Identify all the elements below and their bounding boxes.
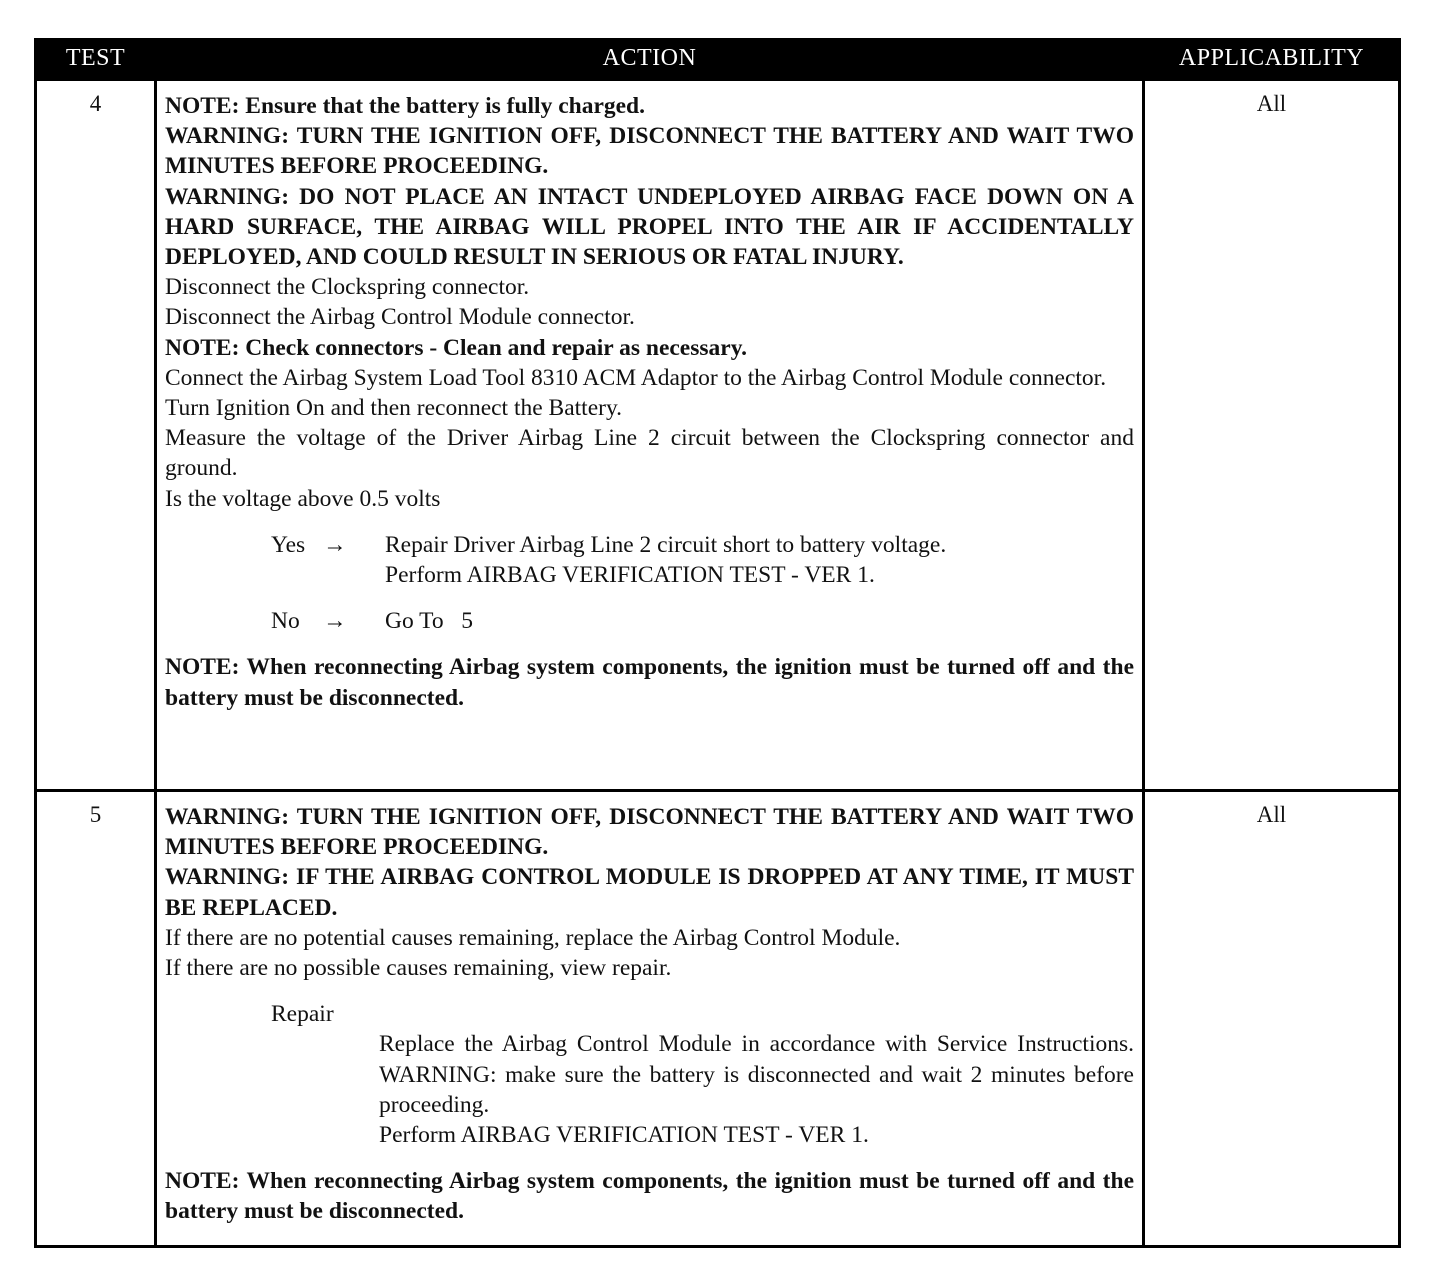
action-content (157, 792, 1142, 1233)
applicability-value: All (1256, 91, 1287, 116)
step-ignition-on: Turn Ignition On and then reconnect the Battery. (165, 395, 623, 422)
header-applicability: APPLICABILITY (1144, 38, 1400, 80)
repair-perform: Perform AIRBAG VERIFICATION TEST - VER 1. (379, 1122, 869, 1149)
response-yes-repair: Repair Driver Airbag Line 2 circuit short to battery voltage. (385, 531, 947, 558)
question-voltage: Is the voltage above 0.5 volts (165, 485, 441, 512)
applicability-cell (1144, 80, 1400, 791)
test-number-cell (36, 80, 156, 791)
test-number: 5 (89, 802, 102, 827)
repair-text: Replace the Airbag Control Module in accordance with Service Instructions. WARNING: make sure the battery is disconnected and wait 2 minutes before proceeding. (379, 1031, 1134, 1118)
spacer (165, 636, 1134, 652)
table-row (36, 791, 1400, 1247)
repair-label: Repair (271, 1001, 334, 1028)
response-yes-perform: Perform AIRBAG VERIFICATION TEST - VER 1. (385, 562, 875, 589)
response-yes-text (385, 530, 1134, 590)
note-reconnecting: NOTE: When reconnecting Airbag system components, the ignition must be turned off and the battery must be disconnected. (165, 1168, 1134, 1225)
header-test: TEST (36, 38, 156, 80)
response-no (271, 606, 1134, 636)
diagnostic-table-container (34, 38, 1398, 1248)
step-connect-load-tool: Connect the Airbag System Load Tool 8310 ACM Adaptor to the Airbag Control Module connector. (165, 364, 1107, 391)
step-measure-voltage: Measure the voltage of the Driver Airbag Line 2 circuit between the Clockspring connector and ground. (165, 425, 1134, 482)
test-number: 4 (89, 91, 102, 116)
diagnostic-test-table (34, 38, 1401, 1248)
test-number-cell (36, 791, 156, 1247)
warning-ignition-off: WARNING: TURN THE IGNITION OFF, DISCONNECT THE BATTERY AND WAIT TWO MINUTES BEFORE PROCEEDING. (165, 804, 1134, 861)
response-no-text: Go To 5 (385, 608, 474, 635)
action-content (157, 81, 1142, 719)
table-row (36, 80, 1400, 791)
response-yes-label: Yes (271, 531, 306, 558)
warning-acm-dropped: WARNING: IF THE AIRBAG CONTROL MODULE IS DROPPED AT ANY TIME, IT MUST BE REPLACED. (165, 864, 1134, 921)
step-no-possible-causes: If there are no possible causes remaining, view repair. (165, 955, 672, 982)
step-no-potential-causes: If there are no potential causes remaining, replace the Airbag Control Module. (165, 924, 901, 951)
table-header-row (36, 38, 1400, 80)
spacer (165, 1150, 1134, 1166)
applicability-value: All (1256, 802, 1287, 827)
note-check-connectors: NOTE: Check connectors - Clean and repair as necessary. (165, 334, 748, 361)
step-disconnect-acm: Disconnect the Airbag Control Module connector. (165, 304, 635, 331)
header-action: ACTION (156, 38, 1144, 80)
warning-airbag-face-down: WARNING: DO NOT PLACE AN INTACT UNDEPLOYED AIRBAG FACE DOWN ON A HARD SURFACE, THE AIRBAG WILL PROPEL INTO THE AIR IF ACCIDENTALLY DEPLOYED, AND COULD RESULT IN SERIOUS OR FATAL INJURY. (165, 183, 1134, 271)
right-arrow-icon: → (323, 608, 347, 635)
action-cell (156, 791, 1144, 1247)
response-no-label: No (271, 608, 300, 635)
note-reconnecting: NOTE: When reconnecting Airbag system components, the ignition must be turned off and the battery must be disconnected. (165, 654, 1134, 711)
note-battery-charged: NOTE: Ensure that the battery is fully charged. (165, 93, 646, 119)
action-cell (156, 80, 1144, 791)
response-yes (271, 530, 1134, 590)
applicability-cell (1144, 791, 1400, 1247)
right-arrow-icon: → (323, 531, 347, 558)
step-disconnect-clockspring: Disconnect the Clockspring connector. (165, 274, 530, 301)
warning-ignition-off: WARNING: TURN THE IGNITION OFF, DISCONNECT THE BATTERY AND WAIT TWO MINUTES BEFORE PROCEEDING. (165, 123, 1134, 180)
